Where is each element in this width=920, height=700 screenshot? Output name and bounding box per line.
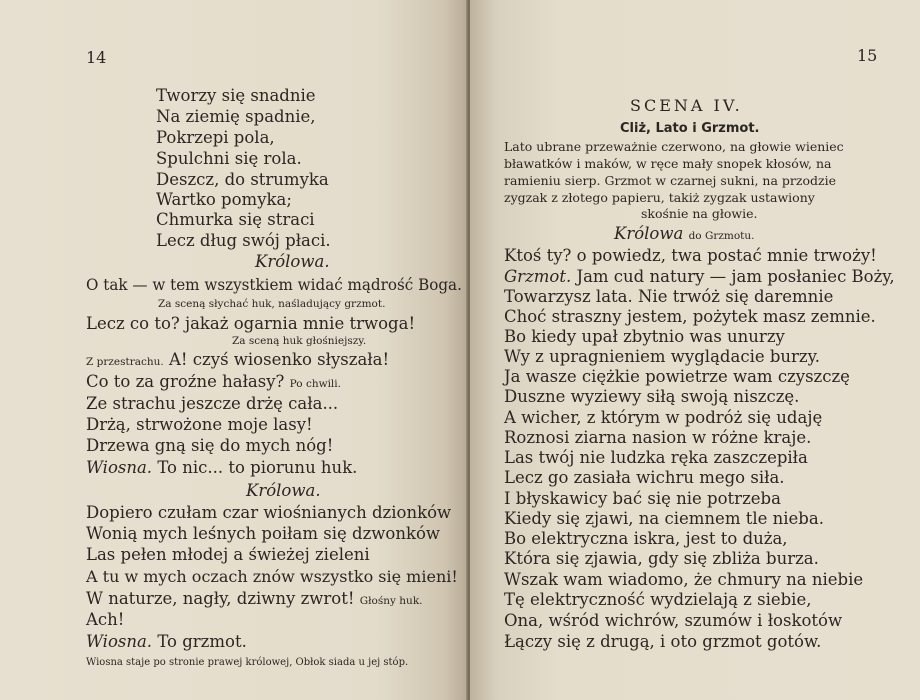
verse-line: Lecz go zasiała wichru mego siła. [504,468,785,487]
scene-description-line: ramieniu sierp. Grzmot w czarnej sukni, na przodzie [504,173,836,188]
verse-line: Ona, wśród wichrów, szumów i łoskotów [504,611,843,630]
stage-direction: Głośny huk. [359,595,423,607]
verse-line: Dopiero czułam czar wiośnianych dzionków [86,503,452,522]
scene-description-line: skośnie na głowie. [641,206,758,221]
verse-text: To grzmot. [157,632,247,651]
stage-direction: Wiosna staje po stronie prawej królowej, Obłok siada u jej stóp. [86,657,409,668]
speaker-name: Grzmot. [504,267,572,286]
verse-text: Jam cud natury — jam posłaniec Boży, [576,267,895,286]
verse-line: Drzewa gną się do mych nóg! [86,436,334,455]
verse-line: Ja wasze ciężkie powietrze wam czyszczę [504,367,850,386]
verse-line: Las pełen młodej a świeżej zieleni [86,545,370,564]
stage-direction: Za sceną słychać huk, naśladujący grzmot. [158,298,386,310]
verse-line: Wonią mych leśnych poiłam się dzwonków [86,524,441,543]
verse-line: A wicher, z którym w podróż się udaję [504,408,823,427]
verse-line: Duszne wyziewy siłą swoją niszczę. [504,387,800,406]
verse-line: Spulchni się rola. [156,149,302,168]
stage-direction: Z przestrachu. [86,356,164,368]
verse-line: Ze strachu jeszcze drżę cała... [86,394,339,413]
page-number-right: 15 [857,46,878,65]
verse-line [86,372,341,392]
verse-line: O tak — w tem wszystkiem widać mądrość Boga. [86,275,462,294]
verse-line [86,589,423,609]
scene-description-line: zygzak z złotego papieru, takiż zygzak ustawiony [504,190,815,205]
verse-line: Kiedy się zjawi, na ciemnem tle nieba. [504,509,824,528]
verse-text: W naturze, nagły, dziwny zwrot! [86,589,355,608]
scene-characters: Cliż, Lato i Grzmot. [620,121,760,136]
speaker-name: Królowa. [255,252,330,271]
verse-line: Chmurka się straci [156,210,315,229]
verse-line: Pokrzepi pola, [156,128,275,147]
verse-line: Łączy się z drugą, i oto grzmot gotów. [504,632,822,651]
verse-text: Co to za groźne hałasy? [86,372,285,391]
verse-line: Choć straszny jestem, pożytek masz zemnie. [504,307,876,326]
dialogue-line [86,632,247,652]
verse-text: A! czyś wiosenko słyszała! [169,350,390,369]
verse-line: Bo elektryczna iskra, jest to duża, [504,529,788,548]
verse-line: Wszak wam wiadomo, że chmury na niebie [504,570,864,589]
verse-line: Która się zjawia, gdy się zbliża burza. [504,549,819,568]
verse-line: Wartko pomyka; [156,190,292,209]
stage-direction: Po chwili. [289,378,341,390]
verse-text: To nic... to piorunu huk. [157,458,358,477]
speaker-name: Królowa. [246,481,321,500]
verse-line: Drżą, strwożone moje lasy! [86,415,313,434]
verse-line: Towarzysz lata. Nie trwóż się daremnie [504,287,834,306]
verse-line: Las twój nie ludzka ręka zaszczepiła [504,448,808,467]
verse-line: Wy z upragnieniem wyglądacie burzy. [504,347,820,366]
dialogue-line [86,458,357,478]
verse-line: A tu w mych oczach znów wszystko się mieni! [86,567,458,586]
verse-line: I błyskawicy bać się nie potrzeba [504,489,781,508]
verse-line: Lecz co to? jakaż ogarnia mnie trwoga! [86,314,416,333]
verse-line: Na ziemię spadnie, [156,107,316,126]
verse-line: Lecz dług swój płaci. [156,231,331,250]
page-number-left: 14 [86,48,107,67]
stage-direction: Za sceną huk głośniejszy. [232,335,367,347]
speaker-name: Wiosna. [86,632,153,651]
verse-line: Bo kiedy upał zbytnio was unurzy [504,327,785,346]
verse-line: Ach! [86,610,125,629]
stage-direction: do Grzmotu. [688,230,755,242]
verse-line: Tę elektryczność wydzielają z siebie, [504,590,812,609]
speaker-name: Królowa [614,224,684,243]
verse-line: Roznosi ziarna nasion w różne kraje. [504,428,812,447]
scene-description-line: Lato ubrane przeważnie czerwono, na głowie wieniec [504,139,844,154]
verse-line: Tworzy się snadnie [156,86,316,105]
scene-description-line: bławatków i maków, w ręce mały snopek kłosów, na [504,156,832,171]
right-page [470,0,920,700]
verse-line [86,350,389,370]
scene-title: SCENA IV. [630,96,743,115]
verse-line: Ktoś ty? o powiedz, twa postać mnie trwoży! [504,246,877,265]
speaker-name: Wiosna. [86,458,153,477]
verse-line: Deszcz, do strumyka [156,170,329,189]
dialogue-line [504,267,895,287]
speaker-line [614,224,755,244]
